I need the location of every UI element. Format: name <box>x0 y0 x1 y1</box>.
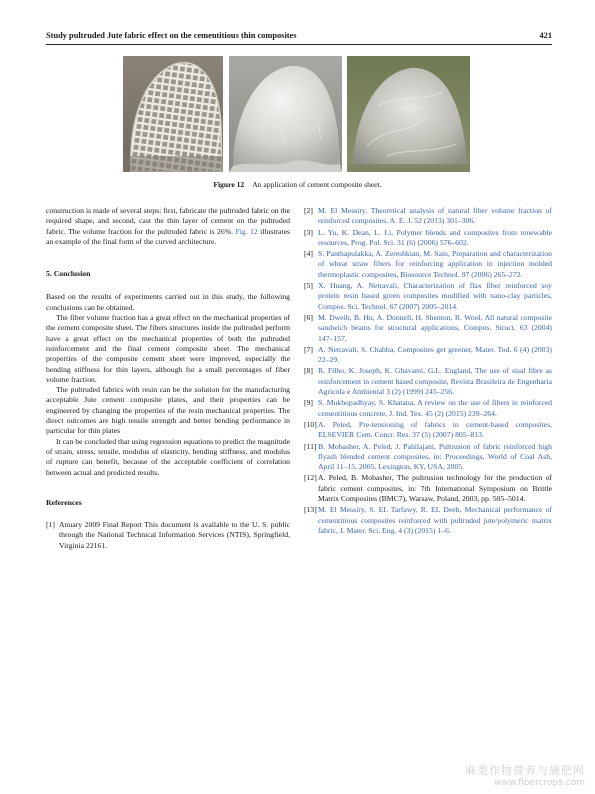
reference-number: [4] <box>304 249 313 259</box>
reference-text: L. Yu, K. Dean, L. Li, Polymer blends and composites from renewable resources, Prog. Pol. Sci. 31 (6) (2006) 576–602. <box>318 227 552 247</box>
running-header <box>46 30 552 45</box>
figure-photo-coated-dome <box>347 56 470 172</box>
reference-number: [1] <box>46 520 55 530</box>
reference-text: M. El Messiry, S. EL Tarfawy, R. EL Deeb, Mechanical performance of cementitious composites reinforced with pultruded jute/polymeric matrix fabric, J. Mater. Sci. Eng. 4 (3) (2015) 1–6. <box>318 505 552 535</box>
conclusion-paragraph-4: It can be concluded that using regression equations to predict the magnitude of strain, stress, tensile, modulus of elasticity, bending stiffness, and modulus of rupture can benefit, because of the acceptable coefficient of correlation between actual and predicted results. <box>46 436 290 477</box>
reference-item[interactable] <box>304 249 552 280</box>
reference-item[interactable] <box>304 442 552 473</box>
left-column <box>46 206 290 552</box>
page-number: 421 <box>539 31 552 40</box>
reference-text: A. Netravali, S. Chabba, Composites get greener, Mater. Tod. 6 (4) (2003) 22–29. <box>318 344 552 365</box>
reference-item[interactable] <box>304 281 552 312</box>
reference-item[interactable] <box>304 228 552 249</box>
reference-text: B. Mobasher, A. Peled, J. Pahilajani, Pultrusion of fabric reinforced high flyash blended cement composites, in: Proceedings, World of Coal Ash, April 11–15, 2005, Lexington, KY, USA, 2005. <box>318 441 552 472</box>
reference-number: [6] <box>304 312 313 322</box>
watermark <box>465 762 585 788</box>
running-title: Study pultruded Jute fabric effect on the cementitious thin composites <box>46 31 297 40</box>
reference-text: M. Dweib, B. Hu, A. Donnell, H. Shenton, R. Wool, All natural composite sandwich beams for structural applications, Compos. Struct. 63 (2004) 147–157. <box>318 312 552 343</box>
reference-item <box>46 520 290 551</box>
reference-text: R. Filho, K. Joseph, K. Ghavami, G.L. England, The use of sisal fibre as reinforcement in cement based composite, Revista Brasileira de Engenharia Agricola e Ambiental 3 (2) (1999) 245–256. <box>318 366 552 397</box>
reference-item[interactable] <box>304 398 552 419</box>
reference-text: Anuary 2009 Final Report This document is available to the U. S. public through the National Technical Information Services (NTIS), Springfield, Virginia 22161. <box>59 520 290 550</box>
conclusion-paragraph-2: The fiber volume fraction has a great effect on the mechanical properties of the cement composite sheet. The fibers structures inside the pultruded perform have a great effect on the mechanical properties of both the pultruded reinforcement and the final cement composite sheet. The mechanical properties of the composite cement sheet were improved, especially the bending stiffness for thin layers, although for a small percentages of fiber volume fraction. <box>46 313 290 384</box>
figure-label: Figure 12 <box>213 180 245 189</box>
reference-number: [3] <box>304 227 313 237</box>
conclusion-heading: 5. Conclusion <box>46 269 91 279</box>
reference-number: [9] <box>304 398 313 408</box>
reference-item[interactable] <box>304 366 552 397</box>
reference-number: [7] <box>304 344 313 354</box>
reference-item[interactable] <box>304 505 552 536</box>
reference-number: [5] <box>304 281 313 291</box>
watermark-url: www.fibercrops.com <box>494 778 585 788</box>
reference-item[interactable] <box>304 206 552 227</box>
reference-number: [8] <box>304 366 313 376</box>
references-heading: References <box>46 497 82 507</box>
right-column <box>304 206 552 537</box>
figure-12-link[interactable]: Fig. 12 <box>235 226 258 236</box>
figure-caption-text: An application of cement composite sheet. <box>252 180 382 189</box>
reference-item[interactable] <box>304 345 552 366</box>
reference-number: [12] <box>304 473 317 483</box>
conclusion-paragraph-3: The pultruded fabrics with resin can be the solution for the manufacturing acceptable Jute cement composite plates, and their properties can be engineered by changing the properties of the resin mechanical properties. The direct outcomes are high tensile strength and better bending performance in particular for thin plates <box>46 385 290 436</box>
reference-item[interactable] <box>304 313 552 344</box>
figure-caption <box>0 180 595 189</box>
left-reference-list <box>46 520 290 551</box>
watermark-chinese: 麻类作物营养与施肥网 <box>465 764 585 777</box>
reference-number: [13] <box>304 505 317 515</box>
reference-text: A. Peled, Pre-tensioning of fabrics in cement-based composites, ELSEVIER Cem. Concr. Res. 37 (5) (2007) 805–813. <box>318 419 552 440</box>
reference-text: A. Peled, B. Mobasher, The pultrusion technology for the production of fabric cement composites, in: 7th International Symposium on Brittle Matrix Composites (BMC7), Warsaw, Poland, 2003, pp. 505–5014. <box>318 473 552 504</box>
figure-photo-cement-dome <box>229 56 342 172</box>
reference-number: [2] <box>304 206 313 215</box>
reference-item <box>304 473 552 504</box>
right-reference-list <box>304 206 552 536</box>
conclusion-paragraph-1: Based on the results of experiments carried out in this study, the following conclusions can be obtained. <box>46 292 290 312</box>
reference-number: [11] <box>304 441 317 451</box>
reference-text: S. Mukhopadhyay, S. Khatana, A review on the use of fibers in reinforced cementitious concrete, J. Ind. Tex. 45 (2) (2015) 239–264. <box>318 398 552 418</box>
reference-text: S. Panthapulakka, A. Zereshkian, M. Sain, Preparation and characterization of wheat straw fibers for reinforcing application in injection molded thermoplastic composites, Biosource Technol. 97 (2006) 265–272. <box>318 249 552 279</box>
reference-item[interactable] <box>304 420 552 441</box>
reference-text: M. El Messiry, Theoretical analysis of natural fiber volume fraction of reinforced composites, A. E. J. 52 (2013) 301–306. <box>318 206 552 226</box>
figure-photo-jute-fabric-frame <box>123 56 223 172</box>
reference-number: [10] <box>304 419 317 429</box>
reference-text: X. Huang, A. Netravali, Characterization of flax fiber reinforced soy protein resin based green composites modified with nano-clay particles, Compos. Sci. Technol. 67 (2007) 2005–2014. <box>318 281 552 311</box>
intro-paragraph: construction is made of several steps: first, fabricate the pultruded fabric on the required shape, and second, cast the thin layer of cement on the pultruded fabric. The volume fraction for the pultruded fabric is 26%. Fig. 12 illustrates an example of the final form of the curved architecture. <box>46 206 290 246</box>
